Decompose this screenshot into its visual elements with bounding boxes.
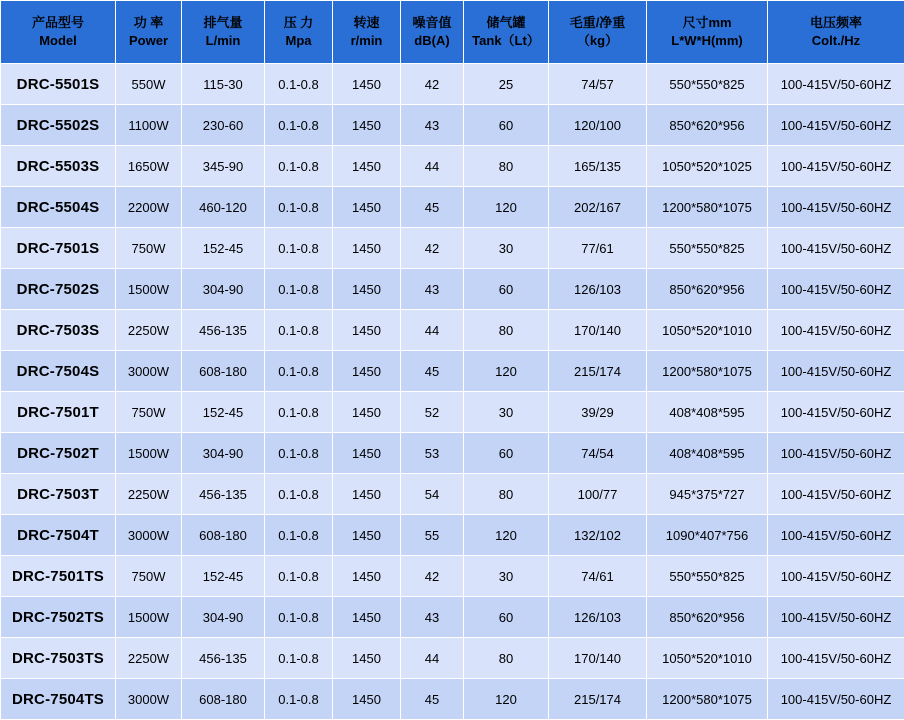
table-cell: 1050*520*1025 (647, 146, 768, 187)
table-cell: 1450 (333, 310, 401, 351)
table-row (1, 392, 904, 433)
table-cell: 152-45 (182, 392, 265, 433)
table-cell: 850*620*956 (647, 269, 768, 310)
table-cell: 304-90 (182, 269, 265, 310)
table-cell: 152-45 (182, 228, 265, 269)
table-cell: 100-415V/50-60HZ (768, 474, 904, 515)
table-cell: 3000W (116, 351, 182, 392)
column-header-line2: dB(A) (403, 32, 461, 50)
table-cell: 80 (464, 310, 549, 351)
table-cell: 3000W (116, 679, 182, 720)
table-cell: 100-415V/50-60HZ (768, 310, 904, 351)
table-header (1, 1, 904, 64)
table-cell: 1500W (116, 269, 182, 310)
table-cell: 456-135 (182, 474, 265, 515)
cell-model: DRC-7502S (1, 269, 116, 310)
column-header-line2: Colt./Hz (770, 32, 902, 50)
column-header-2 (182, 1, 265, 64)
table-cell: 550*550*825 (647, 228, 768, 269)
cell-model: DRC-5503S (1, 146, 116, 187)
table-row (1, 269, 904, 310)
table-cell: 54 (401, 474, 464, 515)
cell-model: DRC-7501S (1, 228, 116, 269)
column-header-9 (768, 1, 904, 64)
column-header-line1: 毛重/净重 (551, 14, 644, 32)
table-cell: 0.1-0.8 (265, 351, 333, 392)
column-header-4 (333, 1, 401, 64)
table-cell: 608-180 (182, 351, 265, 392)
table-cell: 1090*407*756 (647, 515, 768, 556)
table-cell: 850*620*956 (647, 597, 768, 638)
table-cell: 1450 (333, 228, 401, 269)
table-cell: 132/102 (549, 515, 647, 556)
table-cell: 44 (401, 310, 464, 351)
column-header-8 (647, 1, 768, 64)
table-cell: 0.1-0.8 (265, 474, 333, 515)
header-row (1, 1, 904, 64)
table-cell: 25 (464, 64, 549, 105)
table-cell: 202/167 (549, 187, 647, 228)
column-header-line1: 尺寸mm (649, 14, 765, 32)
table-cell: 408*408*595 (647, 433, 768, 474)
table-body (1, 64, 904, 720)
column-header-line2: Tank（Lt） (466, 32, 546, 50)
table-cell: 100-415V/50-60HZ (768, 392, 904, 433)
column-header-line1: 产品型号 (3, 14, 113, 32)
table-cell: 750W (116, 228, 182, 269)
table-cell: 120 (464, 351, 549, 392)
table-cell: 170/140 (549, 310, 647, 351)
table-cell: 1450 (333, 474, 401, 515)
column-header-1 (116, 1, 182, 64)
column-header-line2: r/min (335, 32, 398, 50)
column-header-7 (549, 1, 647, 64)
table-cell: 39/29 (549, 392, 647, 433)
table-cell: 100-415V/50-60HZ (768, 679, 904, 720)
table-cell: 42 (401, 556, 464, 597)
table-row (1, 187, 904, 228)
column-header-6 (464, 1, 549, 64)
table-cell: 120 (464, 679, 549, 720)
table-cell: 1450 (333, 105, 401, 146)
table-cell: 550W (116, 64, 182, 105)
cell-model: DRC-5501S (1, 64, 116, 105)
table-cell: 456-135 (182, 310, 265, 351)
table-cell: 0.1-0.8 (265, 638, 333, 679)
table-cell: 1650W (116, 146, 182, 187)
cell-model: DRC-7504S (1, 351, 116, 392)
table-cell: 0.1-0.8 (265, 433, 333, 474)
table-cell: 126/103 (549, 269, 647, 310)
table-cell: 30 (464, 556, 549, 597)
table-cell: 1450 (333, 187, 401, 228)
table-cell: 77/61 (549, 228, 647, 269)
table-cell: 2250W (116, 474, 182, 515)
table-cell: 80 (464, 474, 549, 515)
column-header-line2: L/min (184, 32, 262, 50)
table-cell: 43 (401, 597, 464, 638)
column-header-line1: 储气罐 (466, 14, 546, 32)
table-cell: 100-415V/50-60HZ (768, 105, 904, 146)
table-cell: 100-415V/50-60HZ (768, 228, 904, 269)
column-header-line2: Power (118, 32, 179, 50)
table-row (1, 310, 904, 351)
table-cell: 850*620*956 (647, 105, 768, 146)
table-cell: 44 (401, 146, 464, 187)
table-cell: 1450 (333, 679, 401, 720)
cell-model: DRC-7503S (1, 310, 116, 351)
cell-model: DRC-7501TS (1, 556, 116, 597)
table-cell: 115-30 (182, 64, 265, 105)
table-cell: 74/57 (549, 64, 647, 105)
table-cell: 1450 (333, 515, 401, 556)
table-cell: 30 (464, 392, 549, 433)
table-cell: 44 (401, 638, 464, 679)
table-cell: 100-415V/50-60HZ (768, 187, 904, 228)
table-cell: 55 (401, 515, 464, 556)
table-cell: 1450 (333, 392, 401, 433)
cell-model: DRC-7504TS (1, 679, 116, 720)
table-cell: 0.1-0.8 (265, 310, 333, 351)
table-cell: 152-45 (182, 556, 265, 597)
table-cell: 1450 (333, 556, 401, 597)
table-cell: 0.1-0.8 (265, 187, 333, 228)
table-row (1, 228, 904, 269)
table-cell: 0.1-0.8 (265, 146, 333, 187)
table-cell: 1050*520*1010 (647, 310, 768, 351)
table-cell: 52 (401, 392, 464, 433)
table-cell: 1450 (333, 638, 401, 679)
cell-model: DRC-7504T (1, 515, 116, 556)
table-cell: 460-120 (182, 187, 265, 228)
table-cell: 1450 (333, 269, 401, 310)
table-cell: 100-415V/50-60HZ (768, 146, 904, 187)
table-cell: 0.1-0.8 (265, 228, 333, 269)
cell-model: DRC-5504S (1, 187, 116, 228)
table-row (1, 556, 904, 597)
table-cell: 60 (464, 105, 549, 146)
column-header-line1: 转速 (335, 14, 398, 32)
table-cell: 408*408*595 (647, 392, 768, 433)
table-cell: 100-415V/50-60HZ (768, 638, 904, 679)
table-cell: 1450 (333, 64, 401, 105)
table-cell: 80 (464, 146, 549, 187)
table-cell: 0.1-0.8 (265, 105, 333, 146)
cell-model: DRC-7502TS (1, 597, 116, 638)
column-header-line1: 噪音值 (403, 14, 461, 32)
table-cell: 120 (464, 187, 549, 228)
column-header-line1: 功 率 (118, 14, 179, 32)
cell-model: DRC-7501T (1, 392, 116, 433)
table-cell: 1200*580*1075 (647, 187, 768, 228)
table-cell: 1100W (116, 105, 182, 146)
table-row (1, 474, 904, 515)
table-cell: 0.1-0.8 (265, 64, 333, 105)
table-cell: 165/135 (549, 146, 647, 187)
table-cell: 2200W (116, 187, 182, 228)
table-cell: 100-415V/50-60HZ (768, 515, 904, 556)
table-cell: 304-90 (182, 433, 265, 474)
table-cell: 215/174 (549, 351, 647, 392)
table-cell: 608-180 (182, 679, 265, 720)
table-cell: 0.1-0.8 (265, 556, 333, 597)
table-cell: 750W (116, 392, 182, 433)
cell-model: DRC-7503T (1, 474, 116, 515)
column-header-line1: 排气量 (184, 14, 262, 32)
cell-model: DRC-5502S (1, 105, 116, 146)
table-cell: 230-60 (182, 105, 265, 146)
table-cell: 0.1-0.8 (265, 597, 333, 638)
table-cell: 2250W (116, 638, 182, 679)
table-cell: 345-90 (182, 146, 265, 187)
table-cell: 100-415V/50-60HZ (768, 433, 904, 474)
table-cell: 30 (464, 228, 549, 269)
table-cell: 1500W (116, 597, 182, 638)
table-row (1, 597, 904, 638)
table-cell: 750W (116, 556, 182, 597)
table-cell: 45 (401, 187, 464, 228)
column-header-line2: （kg） (551, 32, 644, 50)
table-cell: 100/77 (549, 474, 647, 515)
table-cell: 120 (464, 515, 549, 556)
table-row (1, 515, 904, 556)
cell-model: DRC-7503TS (1, 638, 116, 679)
table-cell: 120/100 (549, 105, 647, 146)
table-cell: 43 (401, 105, 464, 146)
table-cell: 42 (401, 228, 464, 269)
table-cell: 100-415V/50-60HZ (768, 351, 904, 392)
table-cell: 0.1-0.8 (265, 392, 333, 433)
table-cell: 0.1-0.8 (265, 269, 333, 310)
table-cell: 45 (401, 351, 464, 392)
table-cell: 74/61 (549, 556, 647, 597)
column-header-5 (401, 1, 464, 64)
table-cell: 945*375*727 (647, 474, 768, 515)
table-cell: 304-90 (182, 597, 265, 638)
table-cell: 80 (464, 638, 549, 679)
table-cell: 1450 (333, 146, 401, 187)
table-cell: 170/140 (549, 638, 647, 679)
table-cell: 1450 (333, 433, 401, 474)
table-cell: 100-415V/50-60HZ (768, 269, 904, 310)
column-header-0 (1, 1, 116, 64)
table-cell: 1500W (116, 433, 182, 474)
table-cell: 1450 (333, 351, 401, 392)
table-cell: 45 (401, 679, 464, 720)
table-row (1, 638, 904, 679)
table-cell: 0.1-0.8 (265, 679, 333, 720)
table-cell: 215/174 (549, 679, 647, 720)
table-cell: 60 (464, 433, 549, 474)
table-row (1, 105, 904, 146)
table-cell: 608-180 (182, 515, 265, 556)
table-cell: 1200*580*1075 (647, 679, 768, 720)
table-cell: 0.1-0.8 (265, 515, 333, 556)
table-row (1, 351, 904, 392)
column-header-line2: Mpa (267, 32, 330, 50)
column-header-line1: 电压频率 (770, 14, 902, 32)
cell-model: DRC-7502T (1, 433, 116, 474)
table-cell: 74/54 (549, 433, 647, 474)
table-cell: 53 (401, 433, 464, 474)
table-row (1, 679, 904, 720)
table-row (1, 146, 904, 187)
table-cell: 1450 (333, 597, 401, 638)
table-row (1, 64, 904, 105)
table-cell: 2250W (116, 310, 182, 351)
table-cell: 100-415V/50-60HZ (768, 556, 904, 597)
column-header-line1: 压 力 (267, 14, 330, 32)
column-header-line2: L*W*H(mm) (649, 32, 765, 50)
table-cell: 100-415V/50-60HZ (768, 64, 904, 105)
column-header-3 (265, 1, 333, 64)
table-cell: 100-415V/50-60HZ (768, 597, 904, 638)
table-cell: 550*550*825 (647, 556, 768, 597)
table-cell: 1050*520*1010 (647, 638, 768, 679)
table-cell: 42 (401, 64, 464, 105)
table-cell: 550*550*825 (647, 64, 768, 105)
table-cell: 126/103 (549, 597, 647, 638)
table-cell: 43 (401, 269, 464, 310)
table-cell: 1200*580*1075 (647, 351, 768, 392)
table-cell: 456-135 (182, 638, 265, 679)
table-row (1, 433, 904, 474)
column-header-line2: Model (3, 32, 113, 50)
table-cell: 3000W (116, 515, 182, 556)
table-cell: 60 (464, 269, 549, 310)
table-cell: 60 (464, 597, 549, 638)
